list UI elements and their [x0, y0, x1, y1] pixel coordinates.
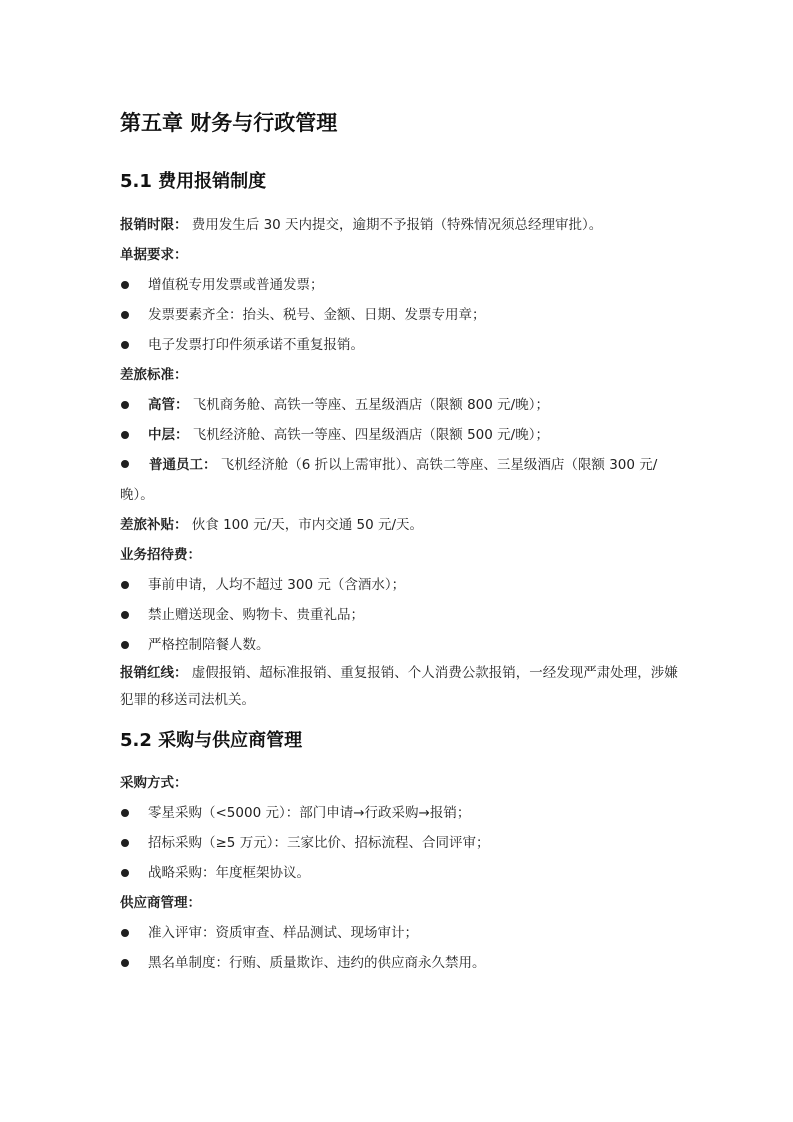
- list-item: 增值税专用发票或普通发票；: [120, 270, 680, 300]
- bullet-icon: [121, 641, 129, 649]
- list-item: 禁止赠送现金、购物卡、贵重礼品；: [120, 600, 680, 630]
- deadline-label: 报销时限：: [120, 217, 188, 233]
- procurement-method-heading: 采购方式：: [120, 775, 188, 791]
- list-item: 准入评审：资质审查、样品测试、现场审计；: [120, 918, 680, 948]
- bullet-icon: [121, 460, 129, 468]
- section-5-2-title: 5.2 采购与供应商管理: [120, 730, 303, 751]
- bullet-icon: [121, 611, 129, 619]
- bullet-icon: [121, 281, 129, 289]
- reimbursement-redline: 报销红线： 虚假报销、超标准报销、重复报销、个人消费公款报销，一经发现严肃处理，涉嫌犯罪的移送司法机关。: [120, 665, 678, 708]
- bullet-icon: [121, 869, 129, 877]
- bullet-icon: [121, 809, 129, 817]
- list-item: 零星采购（<5000 元）：部门申请→行政采购→报销；: [120, 798, 680, 828]
- list-item: 中层： 飞机经济舱、高铁一等座、四星级酒店（限额 500 元/晚）；: [120, 420, 680, 450]
- bullet-icon: [121, 341, 129, 349]
- travel-allowance: 差旅补贴： 伙食 100 元/天，市内交通 50 元/天。: [120, 517, 424, 533]
- bullet-icon: [121, 431, 129, 439]
- document-content: [120, 108, 680, 978]
- bullet-icon: [121, 839, 129, 847]
- bullet-icon: [121, 401, 129, 409]
- list-item: 严格控制陪餐人数。: [120, 630, 680, 660]
- deadline-text: 费用发生后 30 天内提交，逾期不予报销（特殊情况须总经理审批）。: [191, 217, 603, 233]
- bullet-icon: [121, 581, 129, 589]
- list-item: 发票要素齐全：抬头、税号、金额、日期、发票专用章；: [120, 300, 680, 330]
- bullet-icon: [121, 959, 129, 967]
- reimbursement-deadline: [120, 210, 680, 240]
- bullet-icon: [121, 929, 129, 937]
- supplier-heading: 供应商管理：: [120, 895, 201, 911]
- list-item: 黑名单制度：行贿、质量欺诈、违约的供应商永久禁用。: [120, 948, 680, 978]
- travel-heading: 差旅标准：: [120, 367, 188, 383]
- list-item: 事前申请，人均不超过 300 元（含酒水）；: [120, 570, 680, 600]
- list-item: 招标采购（≥5 万元）：三家比价、招标流程、合同评审；: [120, 828, 680, 858]
- list-item: 电子发票打印件须承诺不重复报销。: [120, 330, 680, 360]
- list-item: 普通员工： 飞机经济舱（6 折以上需审批）、高铁二等座、三星级酒店（限额 300 元/晚）。: [120, 457, 658, 503]
- section-5-1-title: 5.1 费用报销制度: [120, 171, 267, 192]
- docs-heading: 单据要求：: [120, 247, 188, 263]
- list-item: 高管： 飞机商务舱、高铁一等座、五星级酒店（限额 800 元/晚）；: [120, 390, 680, 420]
- list-item: 战略采购：年度框架协议。: [120, 858, 680, 888]
- chapter-title: 第五章 财务与行政管理: [120, 111, 338, 135]
- bullet-icon: [121, 311, 129, 319]
- entertainment-heading: 业务招待费：: [120, 547, 201, 563]
